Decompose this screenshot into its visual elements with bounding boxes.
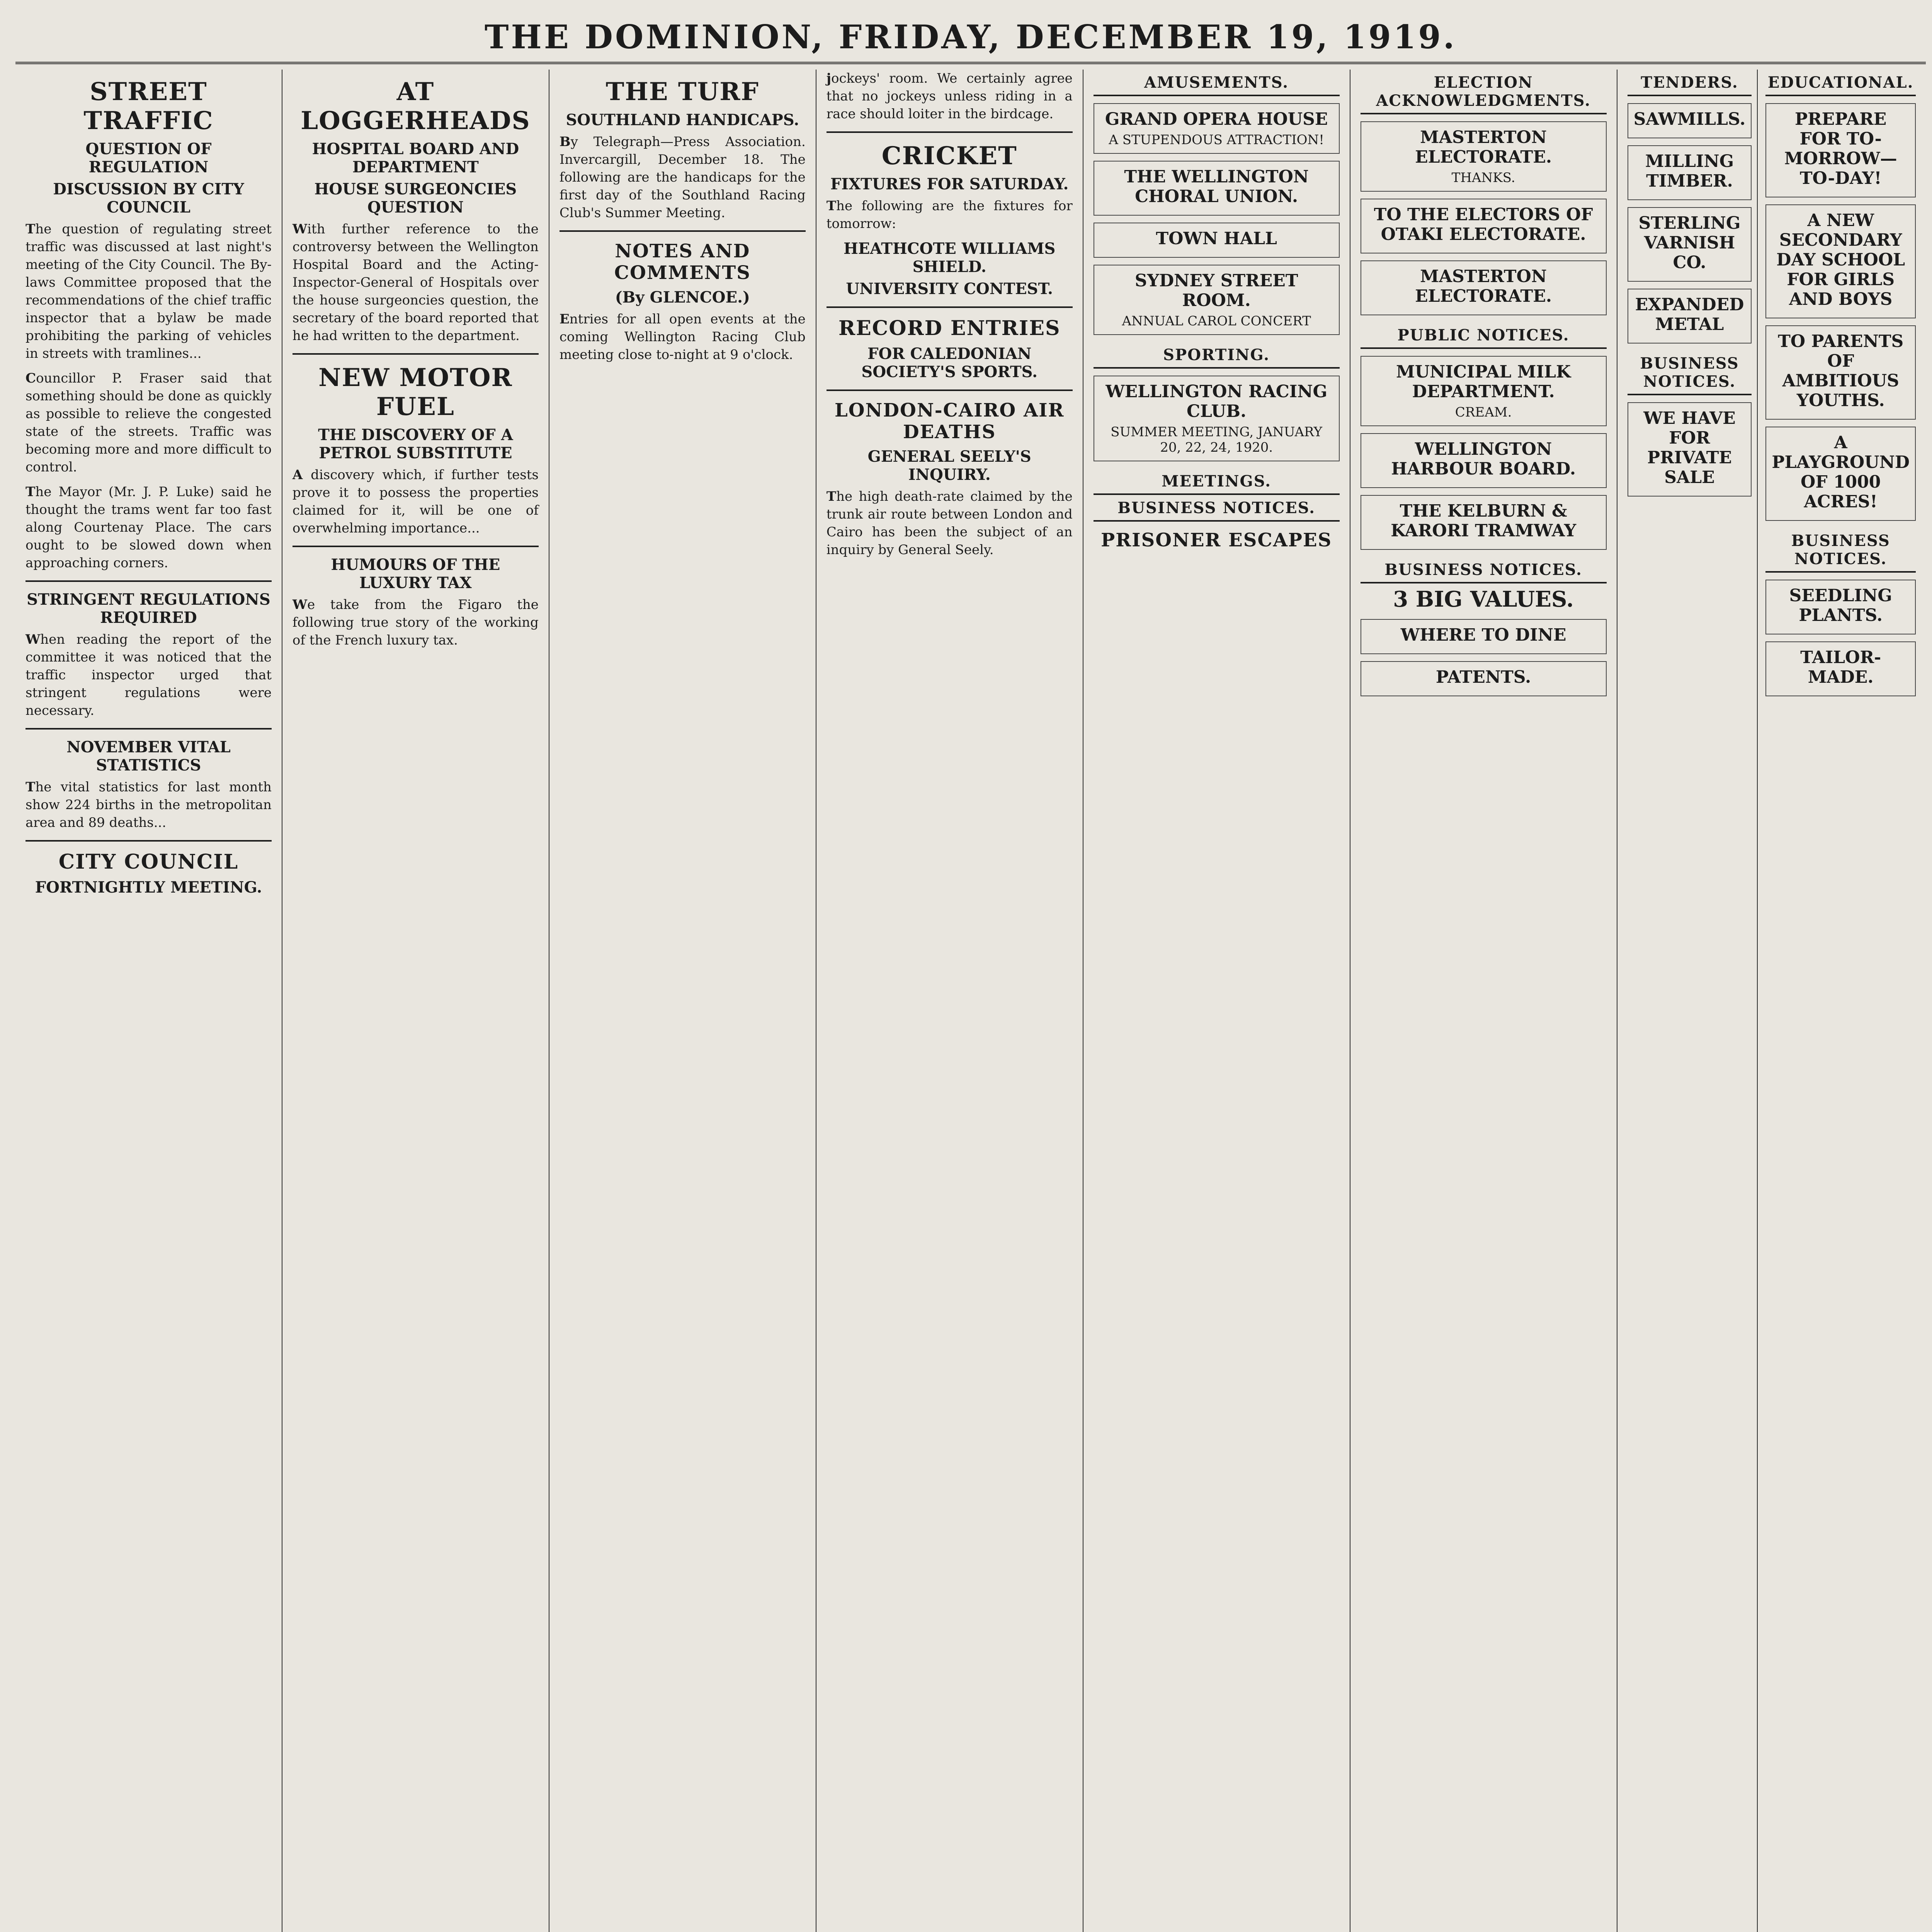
ad-title: WELLINGTON HARBOUR BOARD.: [1391, 439, 1576, 479]
divider: [293, 353, 539, 355]
ad-title: TOWN HALL: [1156, 229, 1277, 248]
divider: [560, 230, 806, 232]
article-paragraph: A discovery which, if further tests prove it to possess the properties claimed for it, will be one of overwhelming importance...: [292, 467, 539, 536]
section-business-2: BUSINESS NOTICES.: [1361, 557, 1607, 583]
ad-seedling: [1765, 580, 1916, 634]
ad-playground: [1765, 427, 1916, 521]
headline-prisoner: PRISONER ESCAPES: [1101, 529, 1332, 551]
section-business-4: BUSINESS NOTICES.: [1765, 528, 1916, 573]
ad-title: MASTERTON ELECTORATE.: [1415, 267, 1552, 306]
divider: [827, 389, 1073, 391]
ad-patents: [1361, 661, 1607, 696]
headline-air-deaths: LONDON-CAIRO AIR DEATHS: [834, 400, 1065, 443]
column-7a: [1628, 70, 1758, 1932]
ad-secondary-school: [1765, 204, 1916, 318]
byline-glencoe: (By GLENCOE.): [615, 288, 750, 306]
ad-title: WHERE TO DINE: [1400, 625, 1566, 645]
headline-city-council: CITY COUNCIL: [58, 850, 239, 874]
headline-notes-comments: NOTES AND COMMENTS: [614, 240, 751, 284]
headline-cricket: CRICKET: [881, 141, 1017, 170]
ad-title: PREPARE FOR TO-MORROW—TO-DAY!: [1784, 109, 1897, 188]
divider: [827, 306, 1073, 308]
ad-big-values: 3 BIG VALUES.: [1393, 587, 1574, 612]
ad-title: PATENTS.: [1435, 667, 1531, 687]
ad-title: GRAND OPERA HOUSE: [1105, 109, 1328, 129]
article-paragraph: With further reference to the controversy between the Wellington Hospital Board and the Acting-Inspector-General of Hospitals over the house surgeoncies question, the secretary of the board reported that he had written to the department.: [292, 221, 539, 344]
ad-title: STERLING VARNISH CO.: [1638, 213, 1741, 272]
subhead-heathcote: HEATHCOTE WILLIAMS SHIELD.: [844, 240, 1056, 276]
ad-title: SAWMILLS.: [1633, 109, 1746, 129]
headline-loggerheads: AT LOGGERHEADS: [301, 77, 531, 135]
ad-town-hall: [1094, 223, 1340, 258]
ad-subtitle: THANKS.: [1451, 170, 1515, 185]
ad-subtitle: A STUPENDOUS ATTRACTION!: [1109, 132, 1324, 148]
ad-otaki: [1361, 199, 1607, 253]
column-1: [15, 70, 282, 1932]
ad-title: MUNICIPAL MILK DEPARTMENT.: [1396, 362, 1571, 401]
subhead-house-surgeoncies: HOUSE SURGEONCIES QUESTION: [314, 180, 517, 216]
divider: [827, 131, 1073, 133]
ad-title: TAILOR-MADE.: [1800, 648, 1881, 687]
ad-subtitle: ANNUAL CAROL CONCERT: [1122, 313, 1311, 329]
article-paragraph: When reading the report of the committee it was noticed that the traffic inspector urged that stringent regulations were necessary.: [26, 632, 272, 718]
section-business: BUSINESS NOTICES.: [1094, 495, 1340, 522]
subhead-southland: SOUTHLAND HANDICAPS.: [566, 111, 799, 129]
subhead-hospital-board: HOSPITAL BOARD AND DEPARTMENT: [312, 140, 519, 176]
subhead-regulation: QUESTION OF REGULATION: [85, 140, 212, 176]
ad-title: A PLAYGROUND OF 1000 ACRES!: [1772, 433, 1910, 512]
section-public-notices: PUBLIC NOTICES.: [1361, 322, 1607, 349]
ad-sterling: [1628, 207, 1752, 282]
ad-sawmills: [1628, 103, 1752, 138]
ad-milling-timber: [1628, 145, 1752, 200]
column-3: [549, 70, 816, 1932]
divider: [26, 580, 272, 582]
subhead-university: UNIVERSITY CONTEST.: [846, 280, 1053, 298]
article-paragraph: The question of regulating street traffic was discussed at last night's meeting of the City Council. The By-laws Committee proposed that the recommendations of the chief traffic inspector that a bylaw be made prohibiting the parking of vehicles in streets with tramlines...: [26, 221, 272, 361]
subhead-caledonian: FOR CALEDONIAN SOCIETY'S SPORTS.: [861, 345, 1038, 381]
ad-tramway: [1361, 495, 1607, 550]
article-paragraph: Entries for all open events at the coming Wellington Racing Club meeting close to-night at 9 o'clock.: [559, 311, 806, 362]
column-4: [816, 70, 1083, 1932]
section-business-3: BUSINESS NOTICES.: [1628, 350, 1752, 395]
article-paragraph: Councillor P. Fraser said that something should be done as quickly as possible to relieve the congested state of the streets. Traffic was becoming more and more difficult to control.: [26, 371, 272, 475]
subhead-discussion: DISCUSSION BY CITY COUNCIL: [53, 180, 244, 216]
column-2: [282, 70, 549, 1932]
column-7: [1617, 70, 1926, 1932]
article-paragraph: The high death-rate claimed by the trunk air route between London and Cairo has been the subject of an inquiry by General Seely.: [826, 489, 1073, 558]
ad-title: TO THE ELECTORS OF OTAKI ELECTORATE.: [1374, 205, 1593, 244]
headline-street-traffic: STREET TRAFFIC: [83, 77, 214, 135]
ad-title: TO PARENTS OF AMBITIOUS YOUTHS.: [1778, 332, 1904, 410]
ad-title: EXPANDED METAL: [1635, 295, 1744, 334]
masthead-title: THE DOMINION, FRIDAY, DECEMBER 19, 1919.: [485, 18, 1457, 56]
ad-subtitle: CREAM.: [1455, 405, 1512, 420]
subhead-stringent: STRINGENT REGULATIONS REQUIRED: [27, 590, 270, 627]
subhead-seely: GENERAL SEELY'S INQUIRY.: [867, 447, 1031, 484]
ad-title: WELLINGTON RACING CLUB.: [1105, 382, 1328, 421]
headline-record-entries: RECORD ENTRIES: [838, 316, 1061, 340]
section-tenders: TENDERS.: [1628, 70, 1752, 96]
article-paragraph: jockeys' room. We certainly agree that no jockeys unless riding in a race should loiter in the birdcage.: [826, 71, 1073, 122]
divider: [26, 840, 272, 842]
ad-subtitle: SUMMER MEETING, JANUARY 20, 22, 24, 1920.: [1111, 424, 1323, 455]
subhead-fortnightly: FORTNIGHTLY MEETING.: [35, 878, 262, 896]
column-6: [1350, 70, 1617, 1932]
ad-prepare: [1765, 103, 1916, 197]
ad-tailor: [1765, 641, 1916, 696]
ad-title: MILLING TIMBER.: [1645, 151, 1734, 191]
section-meetings: MEETINGS.: [1094, 468, 1340, 495]
column-7b: [1765, 70, 1916, 1932]
masthead: [15, 15, 1926, 64]
ad-parents: [1765, 325, 1916, 420]
ad-expanded-metal: [1628, 289, 1752, 344]
ad-title: WE HAVE FOR PRIVATE SALE: [1643, 408, 1736, 487]
ad-harbour-board: [1361, 433, 1607, 488]
headline-luxury-tax: HUMOURS OF THE LUXURY TAX: [331, 556, 500, 592]
section-election: ELECTION ACKNOWLEDGMENTS.: [1361, 70, 1607, 114]
article-paragraph: By Telegraph—Press Association. Invercargill, December 18. The following are the handicaps for the first day of the Southland Racing Club's Summer Meeting.: [559, 134, 806, 221]
ad-title: THE KELBURN & KARORI TRAMWAY: [1391, 501, 1577, 541]
headline-turf: THE TURF: [605, 77, 759, 106]
ad-title: A NEW SECONDARY DAY SCHOOL FOR GIRLS AND BOYS: [1776, 211, 1905, 309]
headline-vital-statistics: NOVEMBER VITAL STATISTICS: [66, 738, 231, 774]
column-5: [1083, 70, 1350, 1932]
article-paragraph: The vital statistics for last month show 224 births in the metropolitan area and 89 deaths...: [26, 779, 272, 830]
ad-where-to-dine: [1361, 619, 1607, 654]
section-sporting: SPORTING.: [1094, 342, 1340, 369]
columns: [15, 70, 1926, 1932]
article-paragraph: We take from the Figaro the following true story of the working of the French luxury tax.: [292, 597, 539, 648]
ad-title: THE WELLINGTON CHORAL UNION.: [1124, 167, 1309, 206]
divider: [293, 546, 539, 547]
ad-title: SEEDLING PLANTS.: [1789, 586, 1892, 625]
section-amusements: AMUSEMENTS.: [1094, 70, 1340, 96]
ad-masterton: [1361, 121, 1607, 192]
divider: [26, 728, 272, 730]
ad-masterton-2: [1361, 260, 1607, 315]
ad-grand-opera: [1094, 103, 1340, 154]
ad-carol-concert: [1094, 265, 1340, 335]
article-paragraph: The following are the fixtures for tomorrow:: [826, 198, 1073, 231]
ad-title: MASTERTON ELECTORATE.: [1415, 128, 1552, 167]
section-educational: EDUCATIONAL.: [1765, 70, 1916, 96]
headline-motor-fuel: NEW MOTOR FUEL: [318, 363, 513, 421]
article-paragraph: The Mayor (Mr. J. P. Luke) said he thought the trams went far too fast along Courtenay Place. The cars ought to be slowed down when approaching corners.: [26, 484, 272, 571]
subhead-petrol-substitute: THE DISCOVERY OF A PETROL SUBSTITUTE: [318, 426, 513, 462]
ad-milk-dept: [1361, 356, 1607, 426]
ad-private-sale: [1628, 402, 1752, 497]
ad-choral-union: [1094, 161, 1340, 216]
ad-racing-club: [1094, 376, 1340, 461]
ad-title: SYDNEY STREET ROOM.: [1134, 271, 1298, 310]
subhead-fixtures: FIXTURES FOR SATURDAY.: [830, 175, 1069, 193]
